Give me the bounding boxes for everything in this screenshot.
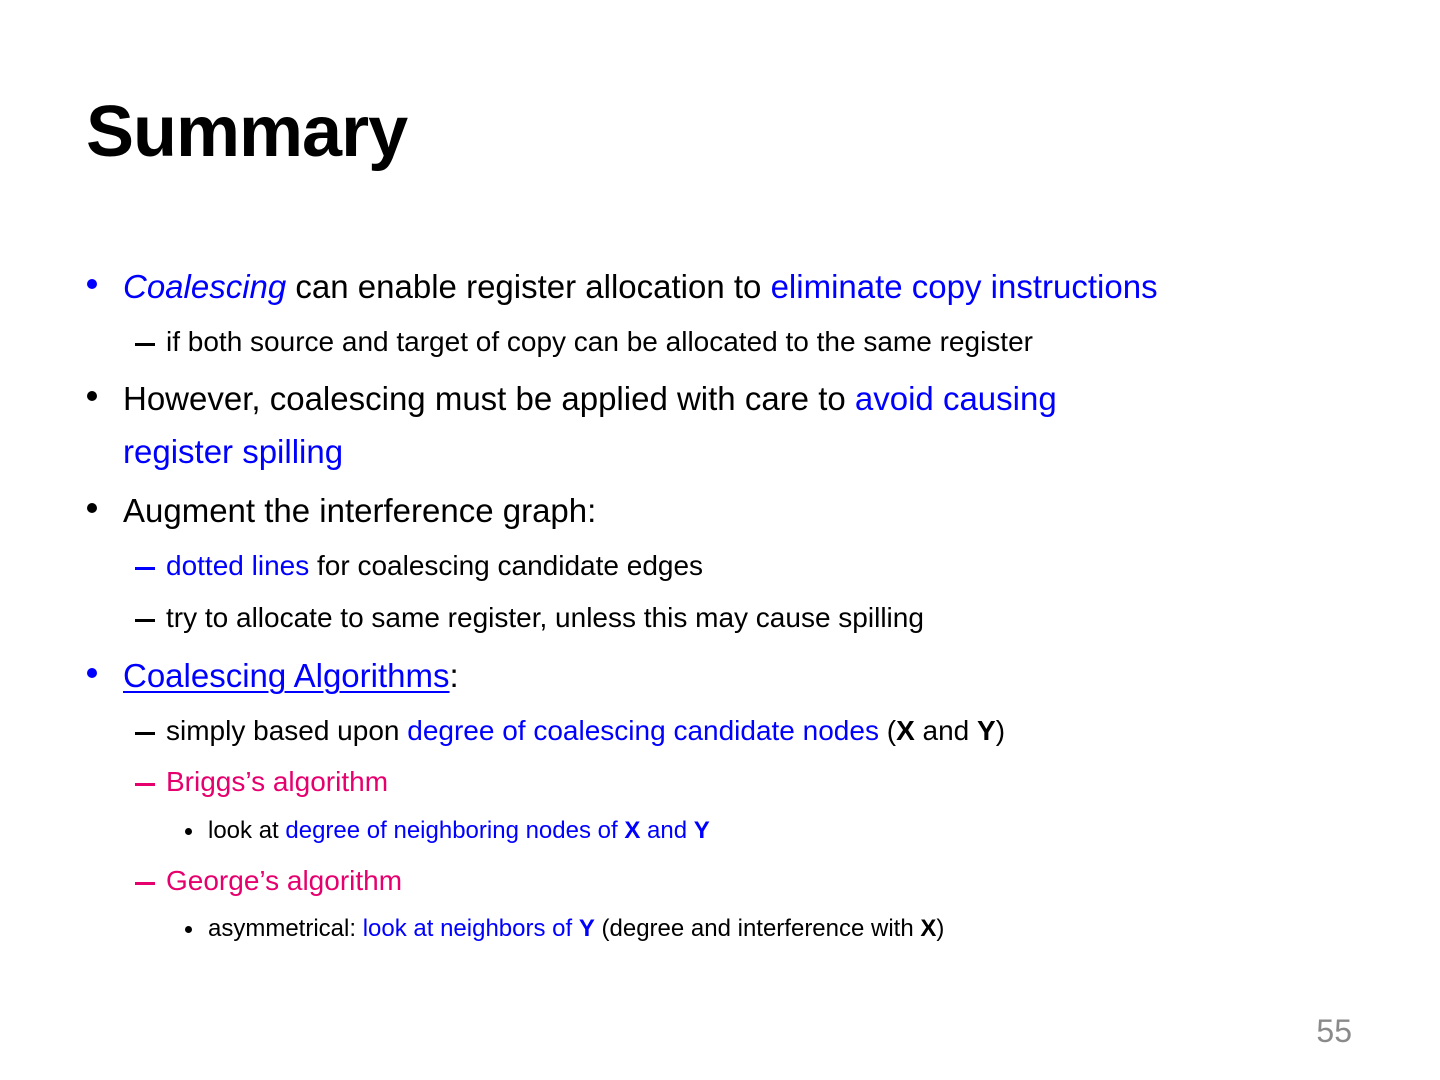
briggs-algorithm: Briggs’s algorithm bbox=[166, 766, 389, 797]
bullet-dot bbox=[87, 503, 97, 513]
george-text-a: asymmetrical: bbox=[208, 915, 363, 942]
bullet-3-sub-1-emphasis: dotted lines bbox=[166, 550, 310, 581]
briggs-y: Y bbox=[693, 817, 710, 844]
george-emphasis: look at neighbors of bbox=[362, 915, 579, 942]
bullet-4-sub-1 bbox=[166, 715, 1005, 747]
bullet-dot bbox=[87, 668, 97, 678]
bullet-2-emphasis-1: avoid causing bbox=[854, 380, 1057, 417]
slide-title: Summary bbox=[86, 92, 408, 172]
sub-1-text-a: simply based upon bbox=[166, 715, 408, 746]
bullet-1-term: Coalescing bbox=[123, 268, 287, 305]
george-x: X bbox=[920, 915, 937, 942]
bullet-4 bbox=[123, 650, 459, 703]
briggs-and: and bbox=[640, 817, 694, 844]
dash-marker bbox=[135, 732, 155, 735]
george-text-d: (degree and interference with bbox=[594, 915, 921, 942]
dash-marker bbox=[135, 783, 155, 786]
bullet-dot bbox=[185, 926, 192, 933]
bullet-2-emphasis-2: register spilling bbox=[123, 433, 344, 470]
bullet-1-sub-1: if both source and target of copy can be allocated to the same register bbox=[166, 326, 1033, 357]
briggs-detail bbox=[208, 817, 710, 845]
bullet-1 bbox=[123, 261, 1158, 314]
sub-1-emphasis: degree of coalescing candidate nodes bbox=[407, 715, 879, 746]
sub-1-y: Y bbox=[977, 715, 996, 746]
george-algorithm: George’s algorithm bbox=[166, 865, 403, 896]
dash-marker bbox=[135, 343, 155, 346]
bullet-3: Augment the interference graph: bbox=[123, 492, 597, 529]
george-y: Y bbox=[578, 915, 595, 942]
sub-1-x: X bbox=[896, 715, 915, 746]
briggs-text-a: look at bbox=[208, 817, 286, 844]
bullet-3-sub-1-text: for coalescing candidate edges bbox=[309, 550, 704, 581]
briggs-emphasis: degree of neighboring nodes of bbox=[285, 817, 625, 844]
bullet-3-sub-1 bbox=[166, 550, 703, 582]
bullet-1-emphasis: eliminate copy instructions bbox=[770, 268, 1158, 305]
bullet-3-sub-2: try to allocate to same register, unless this may cause spilling bbox=[166, 602, 924, 633]
bullet-1-text: can enable register allocation to bbox=[286, 268, 771, 305]
george-text-f: ) bbox=[936, 915, 945, 942]
bullet-2-line-1 bbox=[123, 373, 1057, 426]
bullet-dot bbox=[185, 828, 192, 835]
dash-marker bbox=[135, 567, 155, 570]
bullet-4-colon: : bbox=[449, 657, 459, 694]
sub-1-text-e: and bbox=[914, 715, 978, 746]
dash-marker bbox=[135, 882, 155, 885]
briggs-x: X bbox=[624, 817, 641, 844]
sub-1-text-c: ( bbox=[878, 715, 897, 746]
coalescing-algorithms-link[interactable]: Coalescing Algorithms bbox=[123, 657, 450, 694]
george-detail bbox=[208, 915, 944, 943]
dash-marker bbox=[135, 619, 155, 622]
bullet-dot bbox=[87, 279, 97, 289]
sub-1-text-g: ) bbox=[995, 715, 1006, 746]
page-number: 55 bbox=[1316, 1013, 1352, 1049]
bullet-dot bbox=[87, 391, 97, 401]
bullet-2-text: However, coalescing must be applied with care to bbox=[123, 380, 855, 417]
